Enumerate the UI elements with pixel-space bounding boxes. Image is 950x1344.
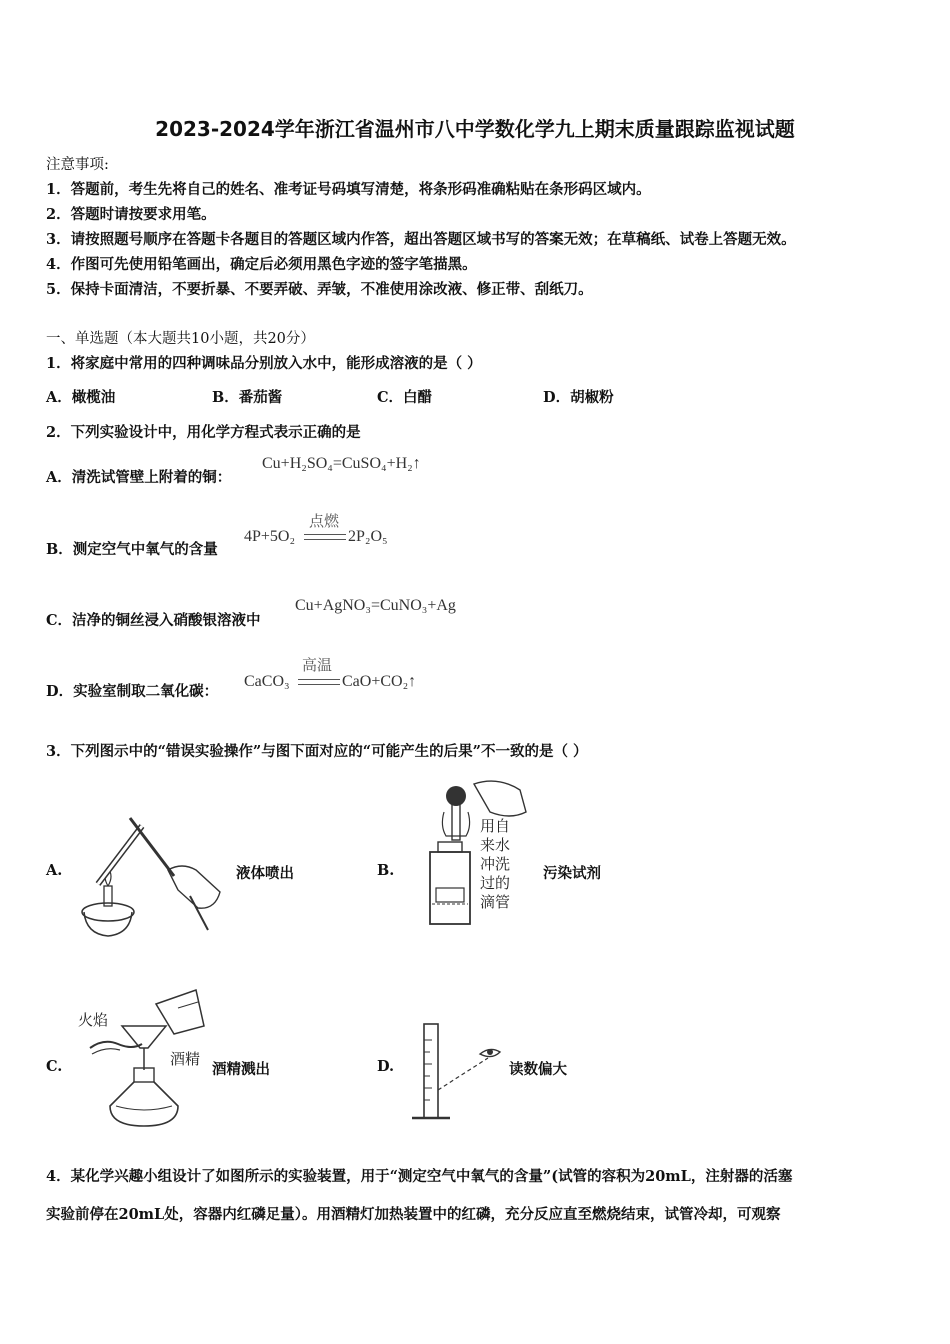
figure-b-text-line: 来水: [480, 836, 511, 854]
q3-option-d-letter: D.: [377, 1058, 395, 1075]
q2-option-b-condition: 点燃: [309, 512, 340, 530]
question-2-stem: 2．下列实验设计中，用化学方程式表示正确的是: [46, 424, 361, 441]
q3-option-c-caption: 酒精溅出: [212, 1061, 270, 1078]
notice-item: 2．答题时请按要求用笔。: [46, 206, 216, 223]
double-line-sign: [298, 679, 340, 685]
heating-test-tube-figure: [70, 812, 230, 942]
question-1-stem: 1．将家庭中常用的四种调味品分别放入水中，能形成溶液的是（ ）: [46, 355, 482, 372]
notice-item: 3．请按照题号顺序在答题卡各题目的答题区域内作答，超出答题区域书写的答案无效；在草稿纸、试卷上答题无效。: [46, 231, 796, 248]
q3-option-a-letter: A.: [46, 862, 63, 879]
question-4-line: 4．某化学兴趣小组设计了如图所示的实验装置，用于“测定空气中氧气的含量”(试管的容积为20mL，注射器的活塞: [46, 1168, 793, 1185]
q1-option-a: A．橄榄油: [46, 389, 116, 406]
question-3-stem: 3．下列图示中的“错误实验操作”与图下面对应的“可能产生的后果”不一致的是（ ）: [46, 743, 588, 760]
q3-option-a-caption: 液体喷出: [236, 865, 294, 882]
q2-option-b-right: 2P₂O₅: [348, 528, 388, 545]
alcohol-lamp-figure: [86, 986, 216, 1132]
figure-b-text-line: 用自: [480, 817, 511, 835]
q2-option-d-right: CaO+CO₂↑: [342, 673, 417, 690]
figure-b-text-line: 过的: [480, 874, 511, 892]
section-heading: 一、单选题（本大题共10小题，共20分）: [46, 331, 315, 347]
dropper-bottle-figure: [410, 776, 530, 932]
figure-c-alcohol-label: 酒精: [170, 1050, 201, 1068]
q2-option-c-label: C．洁净的铜丝浸入硝酸银溶液中: [46, 612, 261, 629]
q3-option-b-letter: B.: [377, 862, 395, 879]
page-title: 2023-2024学年浙江省温州市八中学数化学九上期末质量跟踪监视试题: [155, 117, 795, 141]
question-4-line: 实验前停在20mL处，容器内红磷足量）。用酒精灯加热装置中的红磷，充分反应直至燃烧结束，试管冷却，可观察: [46, 1206, 781, 1223]
q2-option-a-label: A．清洗试管壁上附着的铜：: [46, 469, 232, 486]
q1-option-b: B．番茄酱: [212, 389, 283, 406]
q2-option-d-condition: 高温: [302, 656, 333, 674]
q2-option-a-equation: Cu+H₂SO₄=CuSO₄+H₂↑: [262, 455, 421, 472]
notice-item: 5．保持卡面清洁，不要折暴、不要弄破、弄皱，不准使用涂改液、修正带、刮纸刀。: [46, 281, 593, 298]
q1-option-d: D．胡椒粉: [543, 389, 614, 406]
double-line-sign: [304, 534, 346, 540]
notice-item: 4．作图可先使用铅笔画出，确定后必须用黑色字迹的签字笔描黑。: [46, 256, 477, 273]
q3-option-b-caption: 污染试剂: [543, 865, 601, 882]
figure-c-flame-label: 火焰: [78, 1011, 109, 1029]
figure-b-text-line: 冲洗: [480, 855, 511, 873]
q2-option-b-label: B．测定空气中氧气的含量: [46, 541, 218, 558]
q3-option-d-caption: 读数偏大: [509, 1061, 567, 1078]
q2-option-c-equation: Cu+AgNO₃=CuNO₃+Ag: [295, 597, 456, 614]
q3-option-c-letter: C.: [46, 1058, 63, 1075]
measuring-cylinder-figure: [404, 1018, 504, 1130]
q1-option-c: C．白醋: [377, 389, 433, 406]
figure-b-label: [480, 817, 510, 912]
q2-option-b-left: 4P+5O₂: [244, 528, 296, 545]
notice-item: 1．答题前，考生先将自己的姓名、准考证号码填写清楚，将条形码准确粘贴在条形码区域内。: [46, 181, 651, 198]
notice-heading: 注意事项:: [46, 157, 109, 173]
q2-option-d-label: D．实验室制取二氧化碳：: [46, 683, 219, 700]
q2-option-d-left: CaCO₃: [244, 673, 290, 690]
figure-b-text-line: 滴管: [480, 893, 511, 911]
